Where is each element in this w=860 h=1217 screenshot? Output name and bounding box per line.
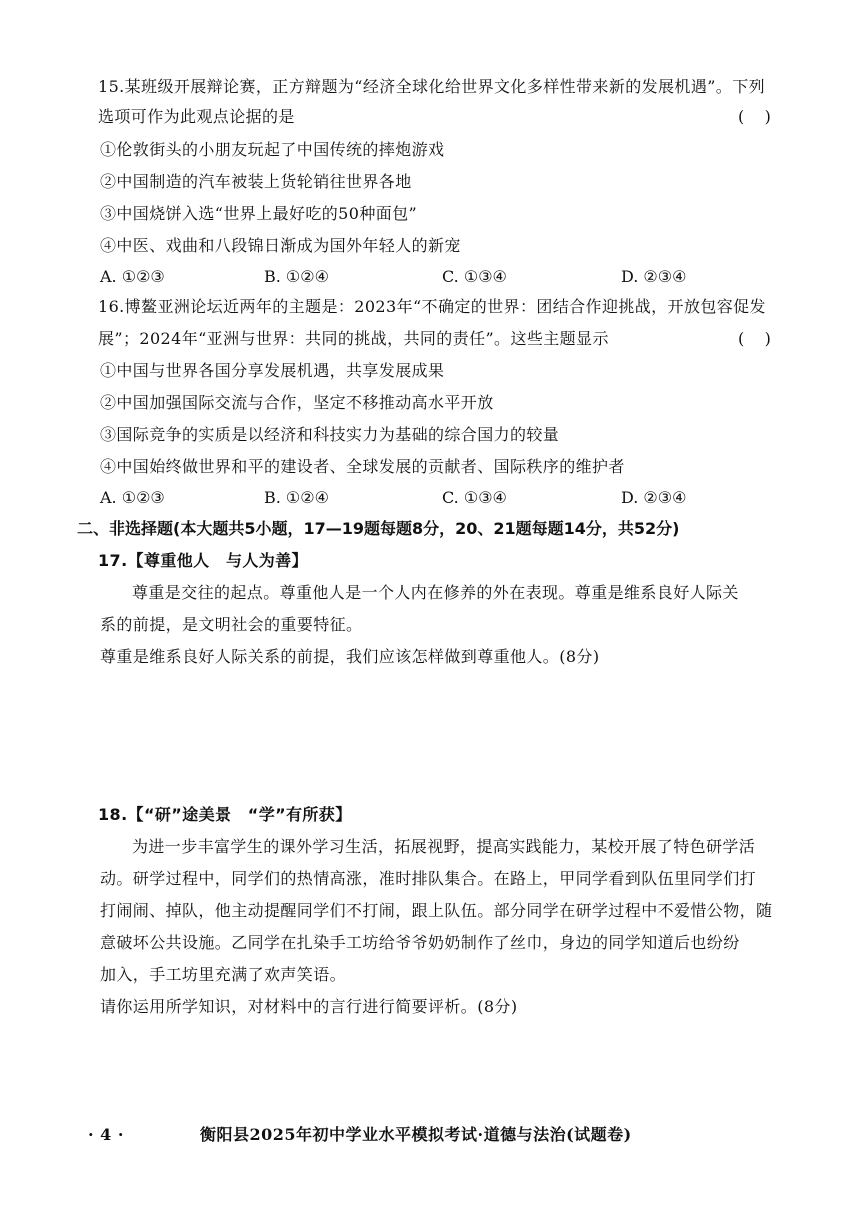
q16-option-d: D. ②③④ [621, 488, 687, 507]
q15-option-b: B. ①②④ [264, 267, 329, 286]
q15-option-c: C. ①③④ [442, 267, 507, 286]
q18-title: 18.【“研”途美景 “学”有所获】 [98, 805, 352, 824]
q16-item-2: ②中国加强国际交流与合作，坚定不移推动高水平开放 [100, 393, 494, 412]
q15-item-3: ③中国烧饼入选“世界上最好吃的50种面包” [100, 204, 418, 223]
q18-material-line3: 打闹闹、掉队，他主动提醒同学们不打闹，跟上队伍。部分同学在研学过程中不爱惜公物，随 [100, 901, 773, 920]
q16-stem-line2: 展”；2024年“亚洲与世界：共同的挑战，共同的责任”。这些主题显示 [98, 329, 609, 348]
page-number: · 4 · [88, 1125, 124, 1144]
q18-material-line4: 意破坏公共设施。乙同学在扎染手工坊给爷爷奶奶制作了丝巾，身边的同学知道后也纷纷 [100, 933, 740, 952]
q16-option-b: B. ①②④ [264, 488, 329, 507]
q15-option-d: D. ②③④ [621, 267, 687, 286]
q17-title: 17.【尊重他人 与人为善】 [98, 551, 308, 570]
q16-option-a: A. ①②③ [100, 488, 165, 507]
footer-exam-title: 衡阳县2025年初中学业水平模拟考试·道德与法治(试题卷) [200, 1125, 632, 1144]
q16-option-c: C. ①③④ [442, 488, 507, 507]
q15-item-4: ④中医、戏曲和八段锦日渐成为国外年轻人的新宠 [100, 236, 461, 255]
q17-material-line1: 尊重是交往的起点。尊重他人是一个人内在修养的外在表现。尊重是维系良好人际关 [132, 583, 739, 602]
q16-item-4: ④中国始终做世界和平的建设者、全球发展的贡献者、国际秩序的维护者 [100, 457, 625, 476]
q17-material-line2: 系的前提，是文明社会的重要特征。 [100, 615, 363, 634]
q17-question: 尊重是维系良好人际关系的前提，我们应该怎样做到尊重他人。(8分) [100, 647, 600, 666]
q18-material-line1: 为进一步丰富学生的课外学习生活，拓展视野，提高实践能力，某校开展了特色研学活 [132, 837, 756, 856]
q16-item-3: ③国际竞争的实质是以经济和科技实力为基础的综合国力的较量 [100, 425, 560, 444]
q15-answer-paren: ( ) [738, 107, 771, 126]
q15-option-a: A. ①②③ [100, 267, 165, 286]
q18-material-line2: 动。研学过程中，同学们的热情高涨，准时排队集合。在路上，甲同学看到队伍里同学们打 [100, 869, 757, 888]
q16-answer-paren: ( ) [738, 329, 771, 348]
q16-stem-line1: 16.博鳌亚洲论坛近两年的主题是：2023年“不确定的世界：团结合作迎挑战，开放包容促发 [98, 297, 766, 316]
q15-stem-line1: 15.某班级开展辩论赛，正方辩题为“经济全球化给世界文化多样性带来新的发展机遇”。下列 [98, 77, 766, 96]
section-heading-non-choice: 二、非选择题(本大题共5小题，17—19题每题8分，20、21题每题14分，共52分) [77, 519, 680, 538]
q15-item-1: ①伦敦街头的小朋友玩起了中国传统的摔炮游戏 [100, 140, 445, 159]
q15-item-2: ②中国制造的汽车被装上货轮销往世界各地 [100, 172, 412, 191]
q18-material-line5: 加入，手工坊里充满了欢声笑语。 [100, 965, 347, 984]
q15-stem-line2: 选项可作为此观点论据的是 [98, 107, 295, 126]
q18-question: 请你运用所学知识，对材料中的言行进行简要评析。(8分) [100, 997, 518, 1016]
q16-item-1: ①中国与世界各国分享发展机遇，共享发展成果 [100, 361, 445, 380]
